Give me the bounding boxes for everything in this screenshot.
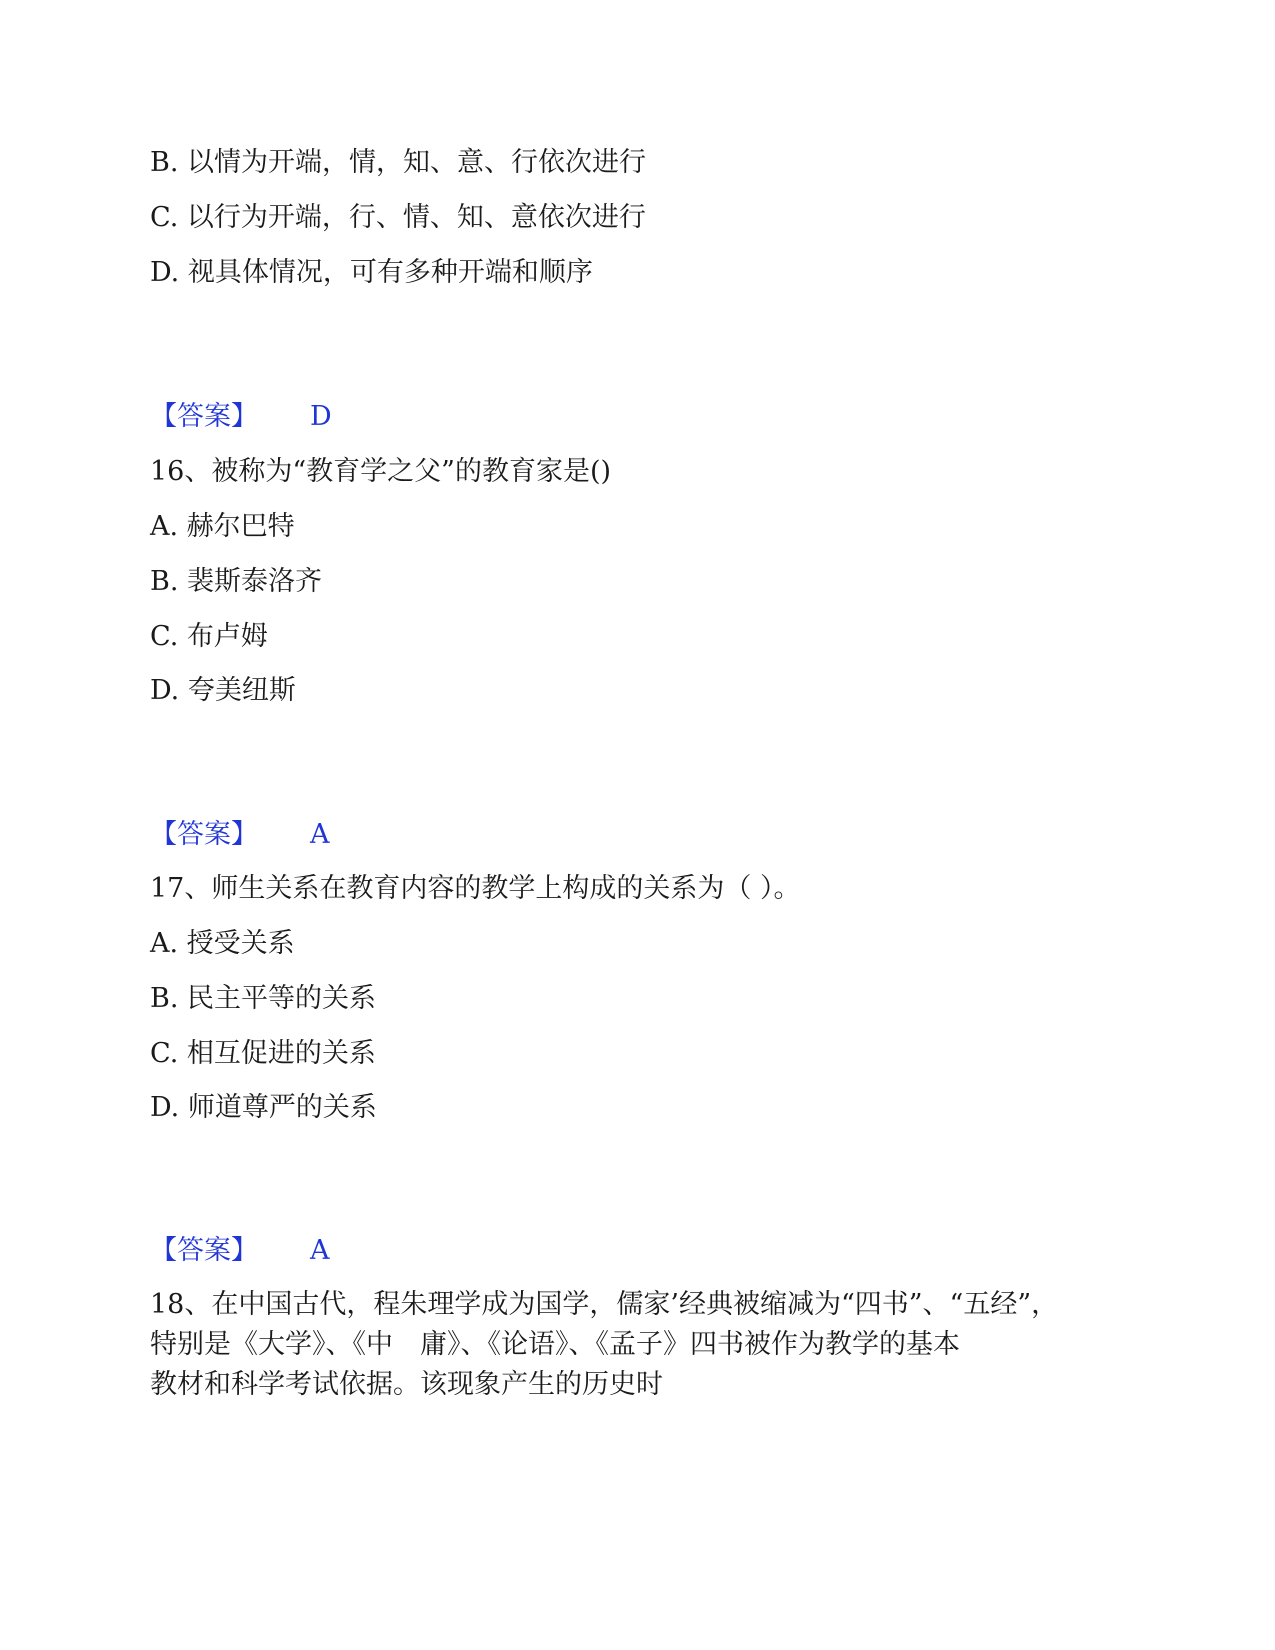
answer-label: 【答案】 [150, 819, 258, 850]
q18-line-1: 18、在中国古代，程朱理学成为国学，儒家’经典被缩减为“四书”、“五经”， [150, 1289, 1059, 1320]
q17-question: 17、师生关系在教育内容的教学上构成的关系为（ ）。 [150, 873, 801, 904]
q18-line-2: 特别是《大学》、《中 庸》、《论语》、《孟子》四书被作为教学的基本 [150, 1329, 960, 1360]
answer-label: 【答案】 [150, 401, 258, 432]
answer-value: A [310, 819, 330, 850]
answer-value: A [310, 1235, 330, 1266]
q16-option-a: A. 赫尔巴特 [150, 511, 295, 542]
q17-option-b: B. 民主平等的关系 [150, 983, 377, 1014]
q15-option-b: B. 以情为开端，情，知、意、行依次进行 [150, 147, 647, 178]
q18-line-3: 教材和科学考试依据。该现象产生的历史时 [150, 1369, 663, 1400]
answer-value: D [310, 401, 332, 432]
q15-option-c: C. 以行为开端，行、情、知、意依次进行 [150, 202, 646, 233]
q15-option-d: D. 视具体情况，可有多种开端和顺序 [150, 257, 593, 288]
q17-option-c: C. 相互促进的关系 [150, 1038, 376, 1069]
q17-answer [150, 1234, 330, 1268]
q17-option-d: D. 师道尊严的关系 [150, 1092, 377, 1123]
q15-answer [150, 400, 332, 434]
answer-label: 【答案】 [150, 1235, 258, 1266]
q16-option-c: C. 布卢姆 [150, 621, 268, 652]
q16-option-d: D. 夸美纽斯 [150, 675, 296, 706]
q16-option-b: B. 裴斯泰洛齐 [150, 566, 323, 597]
q16-answer [150, 818, 330, 852]
q16-question: 16、被称为“教育学之父”的教育家是() [150, 456, 612, 487]
q17-option-a: A. 授受关系 [150, 928, 295, 959]
